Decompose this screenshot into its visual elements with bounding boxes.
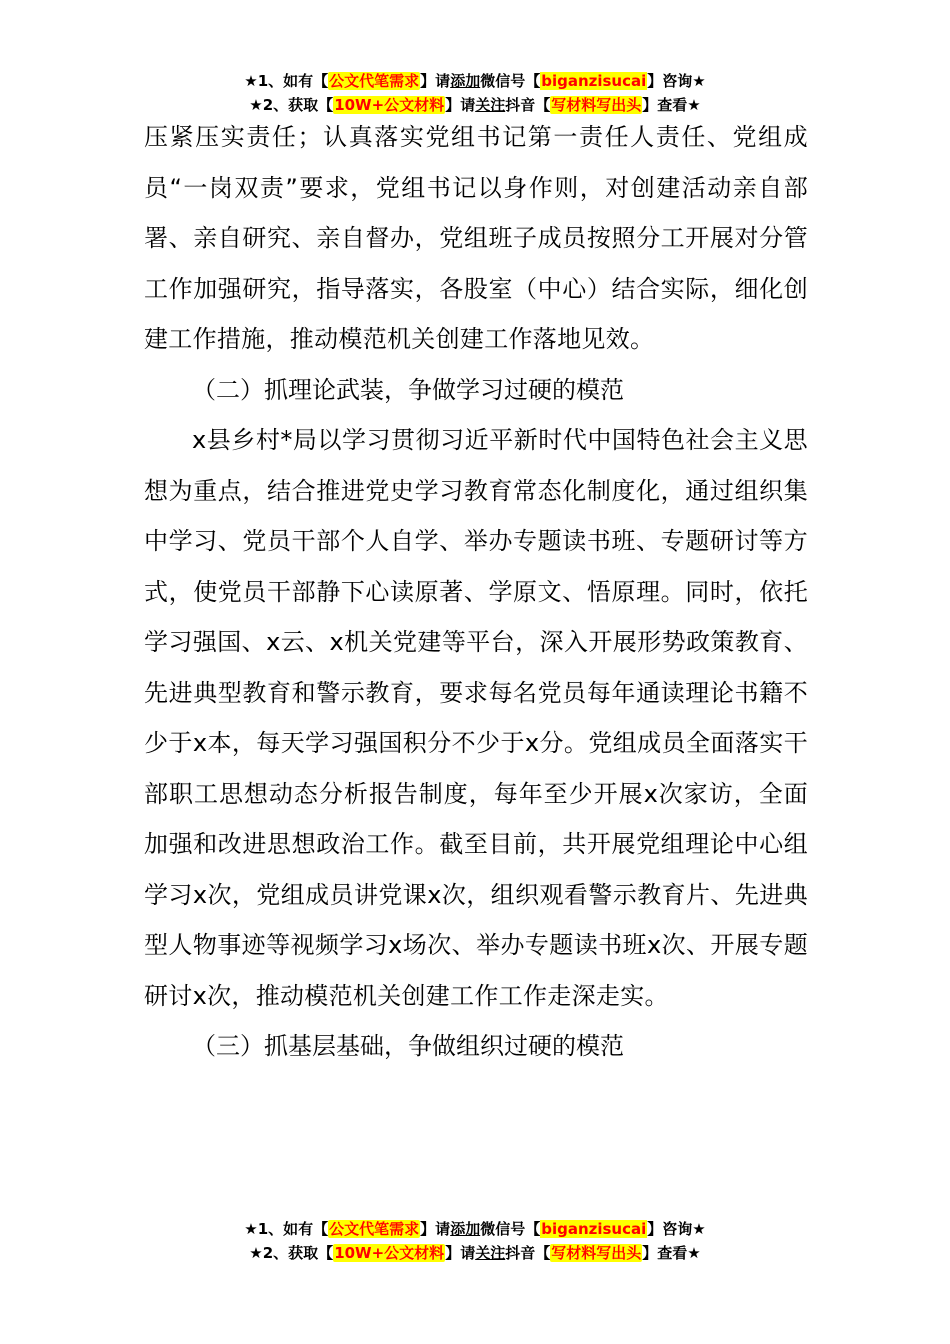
banner-highlight: 10W+公文材料 xyxy=(334,1244,445,1262)
banner-text: 抖音【 xyxy=(505,1244,551,1262)
banner-text: ★1、如有【 xyxy=(244,72,329,90)
banner-text: ★2、获取【 xyxy=(249,96,334,114)
banner-highlight: 10W+公文材料 xyxy=(334,96,445,114)
banner-highlight: 公文代笔需求 xyxy=(329,1220,420,1238)
banner-text: ★2、获取【 xyxy=(249,1244,334,1262)
banner-text: 微信号【 xyxy=(480,72,541,90)
section-heading-2: （二）抓理论武装，争做学习过硬的模范 xyxy=(192,375,624,404)
banner-text: 微信号【 xyxy=(480,1220,541,1238)
document-body xyxy=(144,112,808,1072)
banner-text: 】请 xyxy=(445,1244,476,1262)
banner-text: ★1、如有【 xyxy=(244,1220,329,1238)
paragraph-2: x县乡村*局以学习贯彻习近平新时代中国特色社会主义思想为重点，结合推进党史学习教育常态化制度化，通过组织集中学习、党员干部个人自学、举办专题读书班、专题研讨等方式，使党员干部静下心读原著、学原文、悟原理。同时，依托学习强国、x云、x机关党建等平台，深入开展形势政策教育、先进典型教育和警示教育，要求每名党员每年通读理论书籍不少于x本，每天学习强国积分不少于x分。党组成员全面落实干部职工思想动态分析报告制度，每年至少开展x次家访，全面加强和改进思想政治工作。截至目前，共开展党组理论中心组学习x次，党组成员讲党课x次，组织观看警示教育片、先进典型人物事迹等视频学习x场次、举办专题读书班x次、开展专题研讨x次，推动模范机关创建工作工作走深走实。 xyxy=(144,426,808,1010)
banner-text: 】请 xyxy=(420,72,451,90)
banner-highlight: 写材料写出头 xyxy=(551,96,642,114)
banner-text: 】请 xyxy=(420,1220,451,1238)
banner-highlight: biganzisucai xyxy=(541,1220,647,1238)
banner-text: 】查看★ xyxy=(642,96,701,114)
banner-text: 抖音【 xyxy=(505,96,551,114)
banner-underlined: 关注 xyxy=(475,1244,506,1262)
banner-line-1 xyxy=(0,70,950,94)
banner-text: 】请 xyxy=(445,96,476,114)
bottom-banner xyxy=(0,1218,950,1266)
banner-highlight: 公文代笔需求 xyxy=(329,72,420,90)
banner-highlight: biganzisucai xyxy=(541,72,647,90)
banner-text: 】咨询★ xyxy=(647,1220,706,1238)
banner-text: 】查看★ xyxy=(642,1244,701,1262)
banner-underlined: 关注 xyxy=(475,96,506,114)
banner-underlined: 添加 xyxy=(450,72,481,90)
banner-text: 】咨询★ xyxy=(647,72,706,90)
banner-line-1 xyxy=(0,1218,950,1242)
banner-line-2 xyxy=(0,1242,950,1266)
paragraph-1: 压紧压实责任；认真落实党组书记第一责任人责任、党组成员“一岗双责”要求，党组书记以身作则，对创建活动亲自部署、亲自研究、亲自督办，党组班子成员按照分工开展对分管工作加强研究，指导落实，各股室（中心）结合实际，细化创建工作措施，推动模范机关创建工作落地见效。 xyxy=(144,123,808,353)
banner-underlined: 添加 xyxy=(450,1220,481,1238)
top-banner xyxy=(0,70,950,118)
banner-highlight: 写材料写出头 xyxy=(551,1244,642,1262)
section-heading-3: （三）抓基层基础，争做组织过硬的模范 xyxy=(192,1032,624,1060)
